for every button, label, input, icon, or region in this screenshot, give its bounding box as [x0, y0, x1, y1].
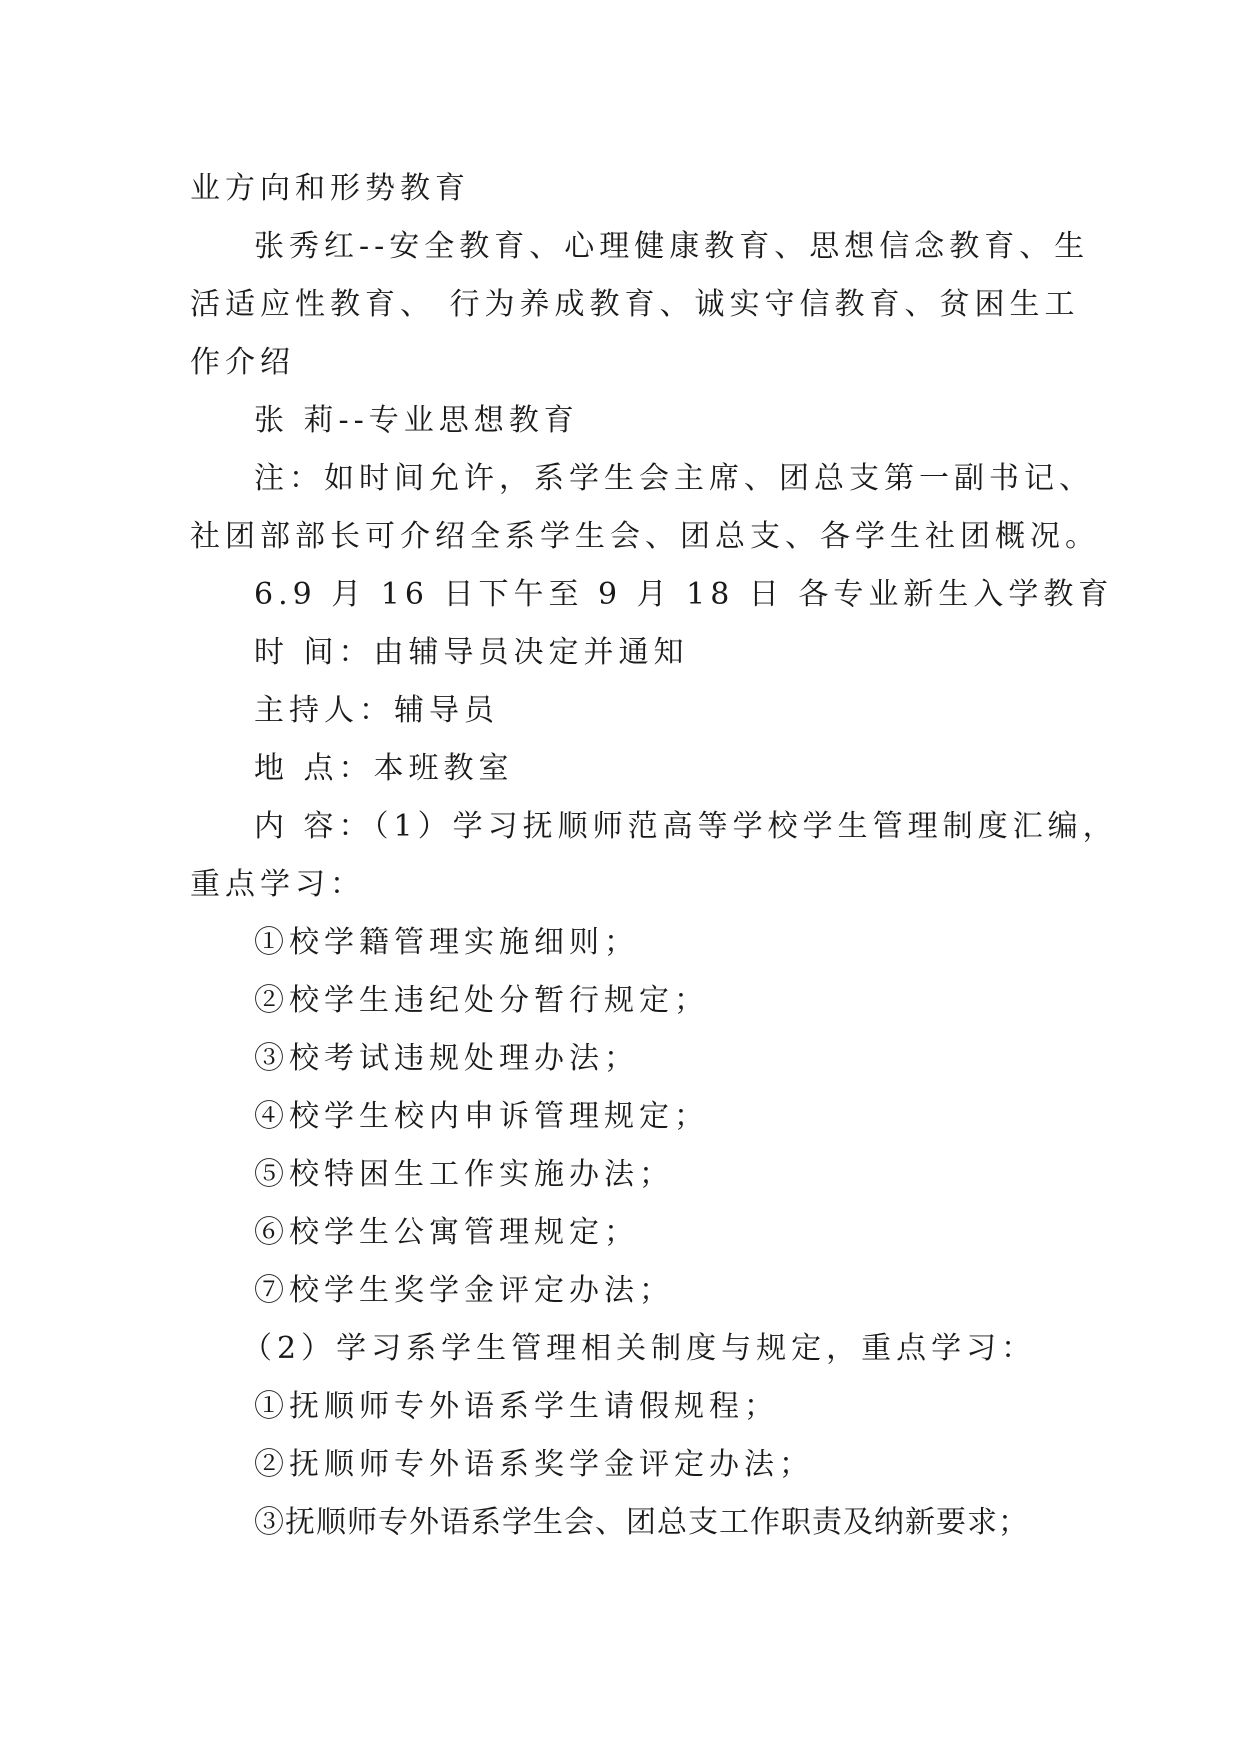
list-item: ②抚顺师专外语系奖学金评定办法；: [254, 1447, 814, 1482]
text-line: 6.9 月 16 日下午至 9 月 18 日 各专业新生入学教育: [254, 577, 1114, 612]
text-line: 社团部部长可介绍全系学生会、团总支、各学生社团概况。: [190, 519, 1100, 554]
text-line: 内 容：（1）学习抚顺师范高等学校学生管理制度汇编，: [254, 809, 1118, 844]
text-line: 主持人：辅导员: [254, 693, 499, 728]
list-item: ②校学生违纪处分暂行规定；: [254, 983, 709, 1018]
text-line: 张秀红--安全教育、心理健康教育、思想信念教育、生: [254, 229, 1090, 264]
text-line: （2）学习系学生管理相关制度与规定，重点学习：: [242, 1331, 1037, 1366]
text-line: 张 莉--专业思想教育: [254, 403, 579, 438]
text-line: 重点学习：: [190, 867, 365, 902]
list-item: ⑤校特困生工作实施办法；: [254, 1157, 674, 1192]
list-item: ①抚顺师专外语系学生请假规程；: [254, 1389, 779, 1424]
text-line: 注：如时间允许，系学生会主席、团总支第一副书记、: [254, 461, 1094, 496]
list-item: ⑥校学生公寓管理规定；: [254, 1215, 639, 1250]
list-item: ③抚顺师专外语系学生会、团总支工作职责及纳新要求；: [254, 1505, 1029, 1540]
text-line: 时 间：由辅导员决定并通知: [254, 635, 689, 670]
text-line: 地 点：本班教室: [254, 751, 514, 786]
text-line: 作介绍: [190, 345, 295, 380]
list-item: ③校考试违规处理办法；: [254, 1041, 639, 1076]
list-item: ⑦校学生奖学金评定办法；: [254, 1273, 674, 1308]
text-line: 业方向和形势教育: [190, 171, 470, 206]
document-body: [190, 160, 1118, 1552]
list-item: ①校学籍管理实施细则；: [254, 925, 639, 960]
list-item: ④校学生校内申诉管理规定；: [254, 1099, 709, 1134]
text-line: 活适应性教育、 行为养成教育、诚实守信教育、贫困生工: [190, 287, 1080, 322]
